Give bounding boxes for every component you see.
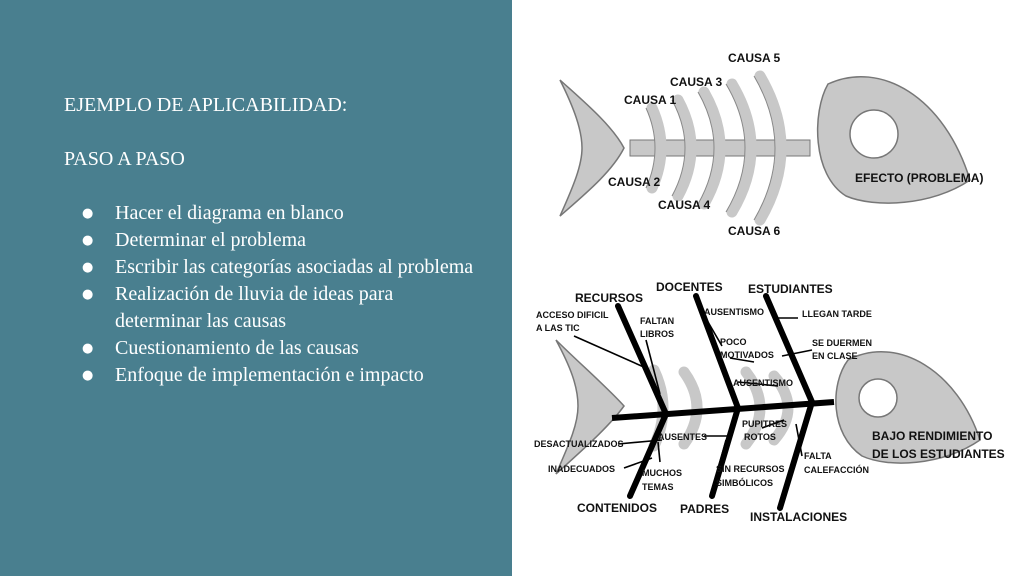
cause-inadecuados: INADECUADOS — [548, 464, 616, 474]
cause-poco-line1: POCO — [720, 337, 747, 347]
cause-faltan-line1: FALTAN — [640, 316, 675, 326]
step-item: ● Escribir las categorías asociadas al problema — [64, 254, 484, 281]
category-contenidos: CONTENIDOS — [577, 501, 658, 515]
category-recursos: RECURSOS — [575, 291, 644, 305]
panel-title: EJEMPLO DE APLICABILIDAD: — [64, 94, 348, 116]
cause-6-label: CAUSA 6 — [728, 224, 781, 238]
example-fishbone — [534, 280, 1005, 524]
cause-ausentismo-estudiantes: AUSENTISMO — [733, 378, 794, 388]
step-item: ● Enfoque de implementación e impacto — [64, 362, 484, 389]
category-instalaciones: INSTALACIONES — [750, 510, 848, 524]
fish-eye — [850, 110, 898, 158]
cause-pupitres-line1: PUPITRES — [742, 419, 788, 429]
fish-eye — [859, 379, 897, 417]
cause-muchos-line2: TEMAS — [642, 482, 674, 492]
cause-duermen-line1: SE DUERMEN — [812, 338, 873, 348]
cause-5-label: CAUSA 5 — [728, 51, 781, 65]
text-panel — [0, 0, 512, 576]
step-item: ● Realización de lluvia de ideas para determinar las causas — [64, 281, 484, 335]
step-item: ● Cuestionamiento de las causas — [64, 335, 484, 362]
cause-acceso-line1: ACCESO DIFICIL — [536, 310, 609, 320]
diagrams-panel — [512, 0, 1024, 576]
cause-ausentes: AUSENTES — [658, 432, 708, 442]
cause-4-label: CAUSA 4 — [658, 198, 711, 212]
text-content — [64, 92, 484, 389]
cause-sin-line1: SIN RECURSOS — [716, 464, 785, 474]
template-fishbone — [560, 51, 983, 238]
fish-tail — [556, 340, 624, 474]
main-spine — [612, 402, 834, 418]
effect-label-line2: DE LOS ESTUDIANTES — [872, 447, 1005, 461]
cause-llegan-tarde: LLEGAN TARDE — [802, 309, 872, 319]
category-docentes: DOCENTES — [656, 280, 723, 294]
panel-subtitle: PASO A PASO — [64, 148, 185, 170]
category-estudiantes: ESTUDIANTES — [748, 282, 833, 296]
step-item: ● Determinar el problema — [64, 227, 484, 254]
cause-duermen-line2: EN CLASE — [812, 351, 858, 361]
cause-2-label: CAUSA 2 — [608, 175, 661, 189]
effect-label: EFECTO (PROBLEMA) — [855, 171, 984, 185]
fishbone-diagrams — [512, 0, 1024, 576]
cause-acceso-line2: A LAS TIC — [536, 323, 580, 333]
cause-3-label: CAUSA 3 — [670, 75, 723, 89]
step-item: ● Hacer el diagrama en blanco — [64, 200, 484, 227]
steps-list — [64, 200, 484, 389]
fish-tail — [560, 80, 624, 216]
category-padres: PADRES — [680, 502, 730, 516]
effect-label-line1: BAJO RENDIMIENTO — [872, 429, 993, 443]
cause-poco-line2: MOTIVADOS — [720, 350, 774, 360]
cause-pupitres-line2: ROTOS — [744, 432, 776, 442]
cause-sin-line2: SIMBÓLICOS — [716, 478, 774, 488]
cause-muchos-line1: MUCHOS — [642, 468, 682, 478]
cause-faltan-line2: LIBROS — [640, 329, 675, 339]
cause-desactualizados: DESACTUALIZADOS — [534, 439, 624, 449]
cause-falta-line1: FALTA — [804, 451, 832, 461]
cause-falta-line2: CALEFACCIÓN — [804, 465, 869, 475]
cause-1-label: CAUSA 1 — [624, 93, 677, 107]
cause-ausentismo-docentes: AUSENTISMO — [704, 307, 765, 317]
